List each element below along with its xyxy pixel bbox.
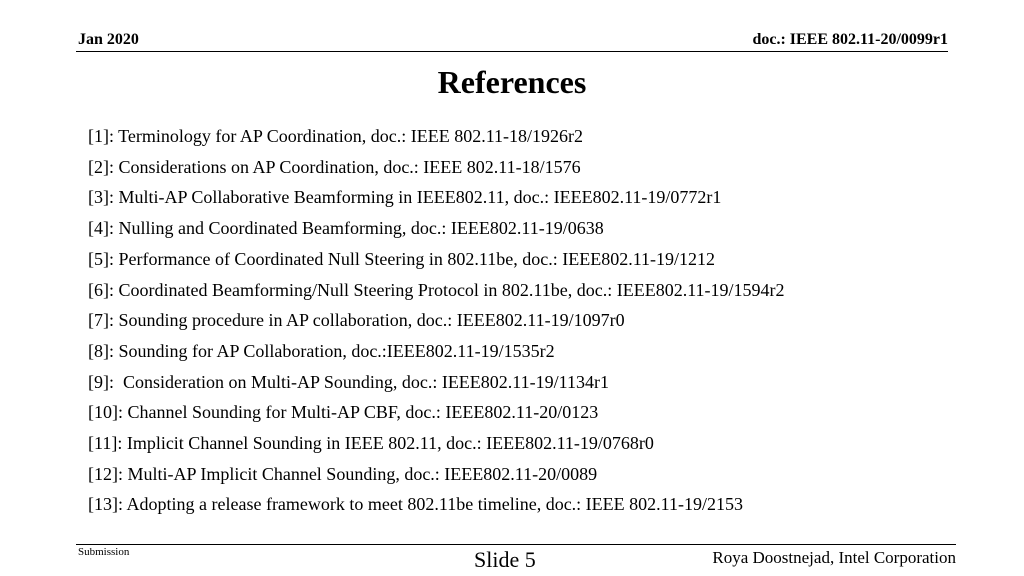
footer-divider (76, 544, 956, 545)
reference-item: [13]: Adopting a release framework to meet 802.11be timeline, doc.: IEEE 802.11-19/2153 (88, 494, 743, 515)
reference-item: [9]: Consideration on Multi-AP Sounding, doc.: IEEE802.11-19/1134r1 (88, 371, 609, 392)
reference-item: [11]: Implicit Channel Sounding in IEEE 802.11, doc.: IEEE802.11-19/0768r0 (88, 433, 654, 454)
reference-item: [1]: Terminology for AP Coordination, doc.: IEEE 802.11-18/1926r2 (88, 126, 584, 146)
slide-number: Slide 5 (474, 547, 536, 572)
header-date: Jan 2020 (78, 31, 139, 48)
footer-submission: Submission (78, 546, 130, 558)
header-divider (76, 51, 948, 52)
reference-item: [8]: Sounding for AP Collaboration, doc.:IEEE802.11-19/1535r2 (88, 340, 555, 361)
reference-item: [10]: Channel Sounding for Multi-AP CBF, doc.: IEEE802.11-20/0123 (88, 402, 599, 423)
reference-item: [6]: Coordinated Beamforming/Null Steering Protocol in 802.11be, doc.: IEEE802.11-19/1594r2 (88, 279, 785, 300)
slide-title: References (437, 64, 587, 100)
reference-item: [5]: Performance of Coordinated Null Steering in 802.11be, doc.: IEEE802.11-19/1212 (88, 248, 716, 269)
reference-list (88, 121, 785, 520)
reference-item: [12]: Multi-AP Implicit Channel Sounding, doc.: IEEE802.11-20/0089 (88, 463, 598, 484)
reference-item: [3]: Multi-AP Collaborative Beamforming in IEEE802.11, doc.: IEEE802.11-19/0772r1 (88, 187, 722, 208)
reference-item: [2]: Considerations on AP Coordination, doc.: IEEE 802.11-18/1576 (88, 156, 581, 177)
header-doc-id: doc.: IEEE 802.11-20/0099r1 (752, 31, 948, 48)
reference-item: [7]: Sounding procedure in AP collaboration, doc.: IEEE802.11-19/1097r0 (88, 310, 625, 331)
footer-author: Roya Doostnejad, Intel Corporation (712, 548, 956, 567)
reference-item: [4]: Nulling and Coordinated Beamforming, doc.: IEEE802.11-19/0638 (88, 218, 604, 239)
